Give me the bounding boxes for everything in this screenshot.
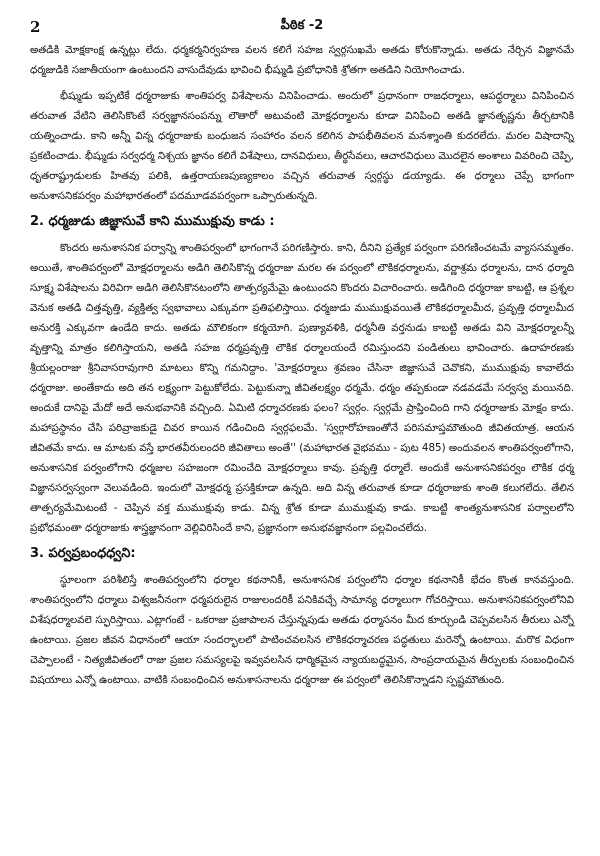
section-heading: 2. ధర్మజుడు జిజ్ఞాసువే కాని ముముక్షువు కాడు :: [30, 214, 275, 229]
paragraph: భీష్ముడు ఇప్పటికే ధర్మరాజుకు శాంతిపర్వ విశేషాలను వినిపించాడు. అందులో ప్రధానంగా రాజధర్మాలు, ఆపద్ధర్మాలు వినిపించిన తరువాత వేటిని తెలిసికొంటే సర్వజ్ఞానసంపన్ను లౌతారో అటువంటి మోక్షధర్మాలను కూడా వినిపించి అతడి జ్ఞానతృష్ణను తీర్చటానికి యత్నించాడు. కాని అన్నీ విన్న ధర్మరాజుకు బంధుజన సంహారం వలన కలిగిన పాపభీతివలన మనశ్శాంతి కుదరలేదు. మరల విషాదాన్ని ప్రకటించాడు. భీష్ముడు సర్వధర్మ నిశ్చయ జ్ఞానం కలిగే విశేషాలు, దానవిధులు, తీర్థసేవలు, ఆచారవిధులు మొదలైన అంశాలు వివరించి చెప్పి, ధృతరాష్ట్రుడులకు హితవు పలికి, ఉత్తరాయణపుణ్యకాలం వచ్చిన తరువాత స్వర్గస్థు డయ్యాడు. ఈ ధర్మాలు చెప్పే భాగంగా అనుశాసనికపర్వం మహాభారతంలో పదమూడవపర్వంగా ఒప్పారుతున్నది.: [30, 90, 574, 202]
paragraph: అతడికి మోక్షకాంక్ష ఉన్నట్లు లేదు. ధర్మకర్మనిర్వహణ వలన కలిగే సహజ స్వర్గసుఖమే అతడు కోరుకొన్నాడు. అతడు నేర్చిన విజ్ఞానమే ధర్మజుడికి సజాతీయంగా ఉంటుందని వాసుదేవుడు భావించి భీష్ముడి ప్రబోధానికి శ్రోతగా అతడిని నియోగించాడు.: [30, 44, 574, 76]
page-number: 2: [30, 18, 41, 36]
running-title: పీఠిక -2: [280, 18, 324, 33]
paragraph: కొందరు అనుశాసనిక పర్వాన్ని శాంతిపర్వంలో భాగంగానే పరిగణిస్తారు. కాని, దీనిని ప్రత్యేక పర్వంగా పరిగణించటమే వ్యాససమ్మతం. అయితే, శాంతిపర్వంలో మోక్షధర్మాలను అడిగి తెలిసికొన్న ధర్మరాజు మరల ఈ పర్వంలో లౌకికధర్మాలను, వర్ణాశ్రమ ధర్మాలను, దాన ధర్మాది సూక్ష్మ విశేషాలను విరివిగా అడిగి తెలిసికొనటంలోని తాత్పర్యమేమై ఉంటుందని కొందరు విచారించారు. అడిగింది ధర్మరాజు కాబట్టి, ఆ ప్రశ్నల వెనుక అతడి చిత్తవృత్తి, వ్యక్తిత్వ స్వభావాలు ఎక్కువగా ప్రతిఫలిస్తాయి. ధర్మజుడు ముముక్షువయితే లౌకికధర్మాలమీద, ప్రవృత్తి ధర్మాలమీద అనురక్తి ఎక్కువగా ఉండేది కాదు. అతడు మౌలికంగా కర్మయోగి. పుణ్యావళికి, ధర్మనీతి వర్తనుడు కాబట్టి అతడు విని మోక్షధర్మాలన్నీ వృత్తాన్ని మాత్రం కలిగిస్తాయని, అతడి సహజ ధర్మప్రవృత్తి లౌకిక ధర్మాలయందే రమిస్తుందని పండితులు భావించారు. ఉదాహరణకు శ్రీయల్లంరాజు శ్రీనివాసరావుగారి మాటలు కొన్ని గమనిద్దాం. 'మోక్షధర్మాలు శ్రవణం చేసినా జిజ్ఞాసువే చెవొకని, ముముక్షువు కావాలేదు ధర్మరాజు. అంతేకాదు అది తన లక్ష్యంగా పెట్టుకోలేదు. పెట్టుకున్నా జీవితలక్ష్యం ధర్మమే. ధర్మం తప్పకుండా నడవడమే సర్వస్వ మయినది. అందుకే దానిపై మేదో అదే అనుభవానికి వచ్చింది. ఏమిటి ధర్మాచరణకు ఫలం? స్వర్గం. స్వర్గమే ప్రాప్తించింది గాని ధర్మరాజుకు మోక్షం కాదు. మహాప్రస్థానం చేసి పరివ్రాజకుడై చివర కాయిన గడించింది స్వర్గఫలమే. 'స్వర్గారోహణంతోనే పరిసమాప్తమౌతుంది జీవితయాత్ర. ఆయన జీవితమే కాదు. ఆ మాటకు వస్తే భారతవీరులందరి జీవితాలు అంతే'' (మహాభారత వైభవము - పుట 485) అందువలన శాంతిపర్వంలోగాని, అనుశాసనిక పర్వంలోగాని ధర్మజుల సహజంగా రమించేది మోక్షధర్మాలు కావు. ప్రవృత్తి ధర్మాలే. అందుకే అనుశాసనికపర్వం లౌకిక ధర్మ విజ్ఞానసర్వస్వంగా వెలువడింది. ఇందులో మోక్షధర్మ ప్రసక్తికూడా ఉన్నది. అది విన్న తరువాత కూడా ధర్మరాజుకు శాంతి కలుగలేదు. తేలిన తాత్పర్యమేమిటంటే - చెప్పిన వక్త ముముక్షువు కాడు. విన్న శ్రోత కూడా ముముక్షువు కాడు. కాబట్టి శాంత్యనుశాసనిక పర్వాలలోని ప్రభోధమంతా ధర్మరాజుకు శాస్త్రజ్ఞానంగా వెల్లివిరిసిందే కాని, ప్రజ్ఞానంగా అనుభవజ్ఞానంగా పల్లవించలేదు.: [30, 242, 574, 534]
section-heading: 3. పర్వప్రబంధధ్వని:: [30, 546, 136, 561]
paragraph: స్థూలంగా పరిశీలిస్తే శాంతిపర్వంలోని ధర్మాల కథనానికీ, అనుశాసనిక పర్వంలోని ధర్మాల కథనానికీ భేదం కొంత కానవస్తుంది. శాంతిపర్వంలోని ధర్మాలు విశ్వజనీనంగా ధర్మపరులైన రాజులందరికీ పనికివచ్చే సామాన్య ధర్మాలుగా గోచరిస్తాయి. అనుశాసనికపర్వంలోనివి విశేషధర్మాలవలె స్ఫురిస్తాయి. ఎట్లాగంటే - ఒకరాజు ప్రజాపాలన చేస్తున్నపుడు అతడు ధర్మాసనం మీద కూర్చుండి చెప్పవలసిన తీరులు ఎన్నో ఉంటాయి. ప్రజల జీవన విధానంలో ఆయా సందర్భాలలో పాటించవలసిన లౌకికధర్మాచరణ పద్ధతులు మరెన్నో ఉంటాయి. మరొక విధంగా చెప్పాలంటే - నిత్యజీవితంలో రాజు ప్రజల సమస్యలపై ఇవ్వవలసిన ధార్మికమైన న్యాయబద్ధమైన, సాంప్రదాయమైన తీర్పులకు సంబంధించిన విషయాలు ఎన్నో ఉంటాయి. వాటికి సంబంధించిన అనుశాసనాలను ధర్మరాజు ఈ పర్వంలో తెలిసికొన్నాడని స్పష్టమౌతుంది.: [30, 574, 574, 686]
page-header: [30, 14, 574, 40]
body-text: [30, 40, 574, 690]
